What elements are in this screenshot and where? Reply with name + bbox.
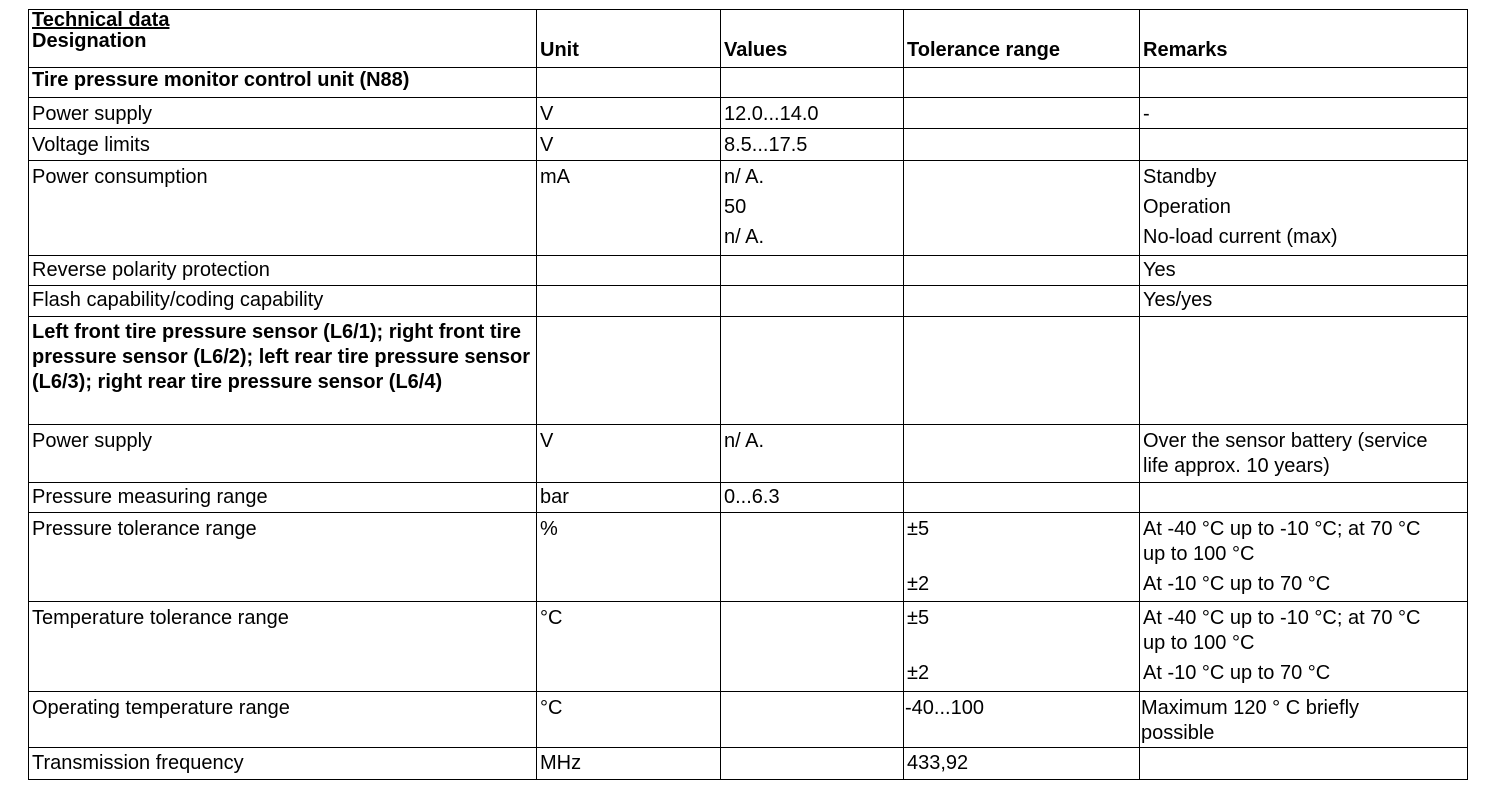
- remarks-cell: Yes: [1140, 256, 1468, 286]
- remarks-cell: Over the sensor battery (service life approx. 10 years): [1140, 425, 1468, 483]
- designation-cell: Pressure measuring range: [29, 483, 537, 513]
- unit-cell: bar: [537, 483, 721, 513]
- tolerance-cell: [904, 483, 1140, 513]
- empty-cell: [721, 317, 904, 425]
- header-row: [29, 10, 1468, 68]
- remarks-cell: [1140, 161, 1468, 256]
- remark-line: Standby: [1143, 166, 1217, 188]
- tolerance-cell: -40...100: [904, 692, 1140, 748]
- values-cell: [721, 513, 904, 602]
- remarks-header-cell: [1140, 10, 1468, 68]
- empty-cell: [721, 68, 904, 98]
- table-row: [29, 748, 1468, 780]
- values-cell: [721, 256, 904, 286]
- unit-cell: [537, 256, 721, 286]
- unit-header: Unit: [540, 39, 579, 61]
- table-row: [29, 692, 1468, 748]
- tolerance-line: ±5: [907, 518, 930, 540]
- tolerance-line: ±2: [907, 662, 930, 684]
- tolerance-cell: [904, 161, 1140, 256]
- page-title: Technical data: [32, 9, 170, 31]
- tolerance-line: ±2: [907, 573, 930, 595]
- table-row: [29, 602, 1468, 692]
- table-row: [29, 483, 1468, 513]
- values-cell: [721, 748, 904, 780]
- remarks-cell: [1140, 513, 1468, 602]
- table-row: [29, 513, 1468, 602]
- values-cell: [721, 602, 904, 692]
- tolerance-cell: [904, 256, 1140, 286]
- remarks-cell: -: [1140, 98, 1468, 129]
- values-cell: [721, 692, 904, 748]
- designation-cell: Temperature tolerance range: [29, 602, 537, 692]
- section-heading: Tire pressure monitor control unit (N88): [29, 68, 537, 98]
- designation-cell: Flash capability/coding capability: [29, 286, 537, 317]
- values-cell: n/ A.: [721, 425, 904, 483]
- empty-cell: [904, 68, 1140, 98]
- remarks-header: Remarks: [1143, 39, 1228, 61]
- table-row: [29, 286, 1468, 317]
- designation-header: Designation: [32, 30, 147, 52]
- unit-cell: V: [537, 129, 721, 161]
- remarks-cell: [1140, 483, 1468, 513]
- tolerance-cell: [904, 129, 1140, 161]
- tolerance-cell: [904, 602, 1140, 692]
- designation-cell: Pressure tolerance range: [29, 513, 537, 602]
- empty-cell: [537, 68, 721, 98]
- unit-cell: mA: [537, 161, 721, 256]
- table-row: [29, 98, 1468, 129]
- designation-cell: Reverse polarity protection: [29, 256, 537, 286]
- tolerance-cell: [904, 513, 1140, 602]
- unit-header-cell: [537, 10, 721, 68]
- tolerance-cell: [904, 98, 1140, 129]
- values-cell: [721, 286, 904, 317]
- value-line: n/ A.: [724, 166, 765, 188]
- table-row: [29, 425, 1468, 483]
- unit-cell: V: [537, 98, 721, 129]
- unit-cell: MHz: [537, 748, 721, 780]
- unit-cell: °C: [537, 692, 721, 748]
- section-heading-row: [29, 68, 1468, 98]
- designation-cell: Transmission frequency: [29, 748, 537, 780]
- remarks-cell: [1140, 129, 1468, 161]
- technical-data-table: [28, 9, 1468, 780]
- designation-cell: Power supply: [29, 98, 537, 129]
- value-line: n/ A.: [724, 226, 765, 248]
- section-heading-row: [29, 317, 1468, 425]
- remarks-cell: Maximum 120 ° C briefly possible: [1140, 692, 1468, 748]
- value-line: 50: [724, 196, 747, 218]
- values-cell: 8.5...17.5: [721, 129, 904, 161]
- empty-cell: [537, 317, 721, 425]
- empty-cell: [1140, 317, 1468, 425]
- tolerance-line: ±5: [907, 607, 930, 629]
- remarks-cell: [1140, 602, 1468, 692]
- empty-cell: [1140, 68, 1468, 98]
- unit-cell: [537, 286, 721, 317]
- designation-cell: Power supply: [29, 425, 537, 483]
- values-cell: 12.0...14.0: [721, 98, 904, 129]
- values-header-cell: [721, 10, 904, 68]
- remark-line: At -10 °C up to 70 °C: [1143, 662, 1331, 684]
- tolerance-header-cell: [904, 10, 1140, 68]
- designation-cell: Voltage limits: [29, 129, 537, 161]
- values-cell: 0...6.3: [721, 483, 904, 513]
- values-header: Values: [724, 39, 788, 61]
- remark-line: At -40 °C up to -10 °C; at 70 °C up to 100 °C: [1143, 607, 1421, 654]
- remarks-cell: [1140, 748, 1468, 780]
- section-heading: Left front tire pressure sensor (L6/1); right front tire pressure sensor (L6/2); left rear tire pressure sensor (L6/3); right rear tire pressure sensor (L6/4): [29, 317, 537, 425]
- remark-line: No-load current (max): [1143, 226, 1338, 248]
- tolerance-cell: 433,92: [904, 748, 1140, 780]
- remark-line: At -40 °C up to -10 °C; at 70 °C up to 100 °C: [1143, 518, 1421, 565]
- tolerance-header: Tolerance range: [907, 39, 1061, 61]
- unit-cell: %: [537, 513, 721, 602]
- remark-line: At -10 °C up to 70 °C: [1143, 573, 1331, 595]
- unit-cell: V: [537, 425, 721, 483]
- unit-cell: °C: [537, 602, 721, 692]
- empty-cell: [904, 317, 1140, 425]
- table-row: [29, 256, 1468, 286]
- designation-header-cell: [29, 10, 537, 68]
- tolerance-cell: [904, 286, 1140, 317]
- table-row: [29, 161, 1468, 256]
- designation-cell: Power consumption: [29, 161, 537, 256]
- remark-line: Operation: [1143, 196, 1231, 218]
- remarks-cell: Yes/yes: [1140, 286, 1468, 317]
- tolerance-cell: [904, 425, 1140, 483]
- designation-cell: Operating temperature range: [29, 692, 537, 748]
- values-cell: [721, 161, 904, 256]
- table-row: [29, 129, 1468, 161]
